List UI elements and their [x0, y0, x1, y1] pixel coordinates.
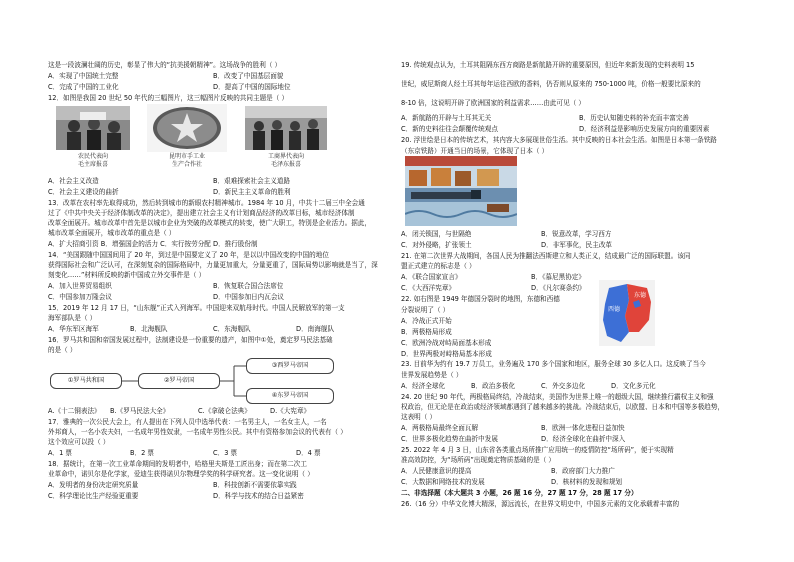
photo-business-report [245, 106, 327, 150]
map-label-west: 西德 [607, 306, 620, 313]
q14-line-1: 14．“美国跟随中国国间用了 20 年，到过是中国要定义了 20 年，是以以中国改变的中国的地位 [48, 251, 329, 259]
q16-option-d: D.《大宪章》 [270, 407, 311, 415]
ukiyoe-railway-painting [405, 156, 517, 226]
q18-option-b: B．科技创新不需要依靠实践 [213, 481, 297, 489]
q22-line-1: 22. 如右图是 1949 年德国分裂时的地图，东德和西德 [401, 295, 560, 303]
q16-line-1: 16．罗马共和国和帝国发展过程中，法制建设是一份重要的遗产，如图中①处，奠定罗马民法基础 [48, 336, 333, 344]
q18-line-1: 18．据统计，在第一次工业革命期间的发明者中，哈格里夫斯是工匠出身；而在第二次工 [48, 460, 307, 468]
q17-line-1: 17．雅典的一次公民大会上，有人提出在下列人员中选举代表：一名男主人，一名女主人，一名 [48, 418, 327, 426]
q21-option-b: B．《慕尼黑协定》 [531, 273, 585, 281]
q23-option-b: B．政治多极化 [471, 382, 516, 390]
q21-option-a: A．《联合国家宣言》 [401, 273, 462, 281]
q11-continuation: 这是一段波澜壮阔的历史，彰显了伟大的“抗美援朝精神”。这场战争的胜利（ ） [48, 61, 282, 69]
q19-line-2: 世纪，威尼斯商人经土耳其每年运往西欧的香料，仍否则从原来的 750-1000 吨，价格一般要比原来的 [401, 80, 701, 88]
q12-option-a: A．社会主义改造 [48, 177, 99, 185]
q17-line-2: 外邦商人，一名小农夫妇，一名成年男性奴隶，一名成年男性公民。其中有资格参加会议的代表有（ ） [48, 428, 347, 436]
q14-option-d: D．中国参加日内瓦会议 [213, 293, 285, 301]
q13-line-2: 过了《中共中央关于经济体制改革的决定》，提出建立社会主义有计划商品经济的改革目标，城市经济体制 [48, 209, 355, 217]
q24-line-3: 这表明（ ） [401, 413, 437, 421]
q17-option-b: B．2 票 [130, 449, 155, 457]
q24-option-c: C．世界多极化趋势在曲折中发展 [401, 435, 498, 443]
photo-farmers-report [56, 106, 130, 150]
q19-option-c: C．新的史料往往会颠覆传统观点 [401, 125, 498, 133]
q18-option-a: A．发明者的身份决定研究质量 [48, 481, 139, 489]
q16-option-a: A.《十二铜表法》 [48, 407, 101, 415]
q24-option-a: A．两极格局最终全面瓦解 [401, 424, 479, 432]
q15-option-a: A．华东军区海军 [48, 325, 99, 333]
q12-option-c: C．社会主义建设的曲折 [48, 188, 119, 196]
q24-option-b: B．欧洲一体化进程日益加快 [541, 424, 625, 432]
q20-option-b: B．锐意改革，学习西方 [541, 230, 612, 238]
q26-line-1: 26.（16 分）中华文化博大精深，源远流长，在世界文明史中，中国多元素的文化承载着丰富的 [401, 500, 680, 508]
q24-line-2: 权政治，但无论是在政治或经济领域都遇到了越来越多的挑战。冷战结束后，以欧盟、日本和中国等多极趋势， [401, 403, 725, 411]
q20-option-c: C．对外侵略，扩张领土 [401, 241, 472, 249]
caption-farmers-text: 农民代表向 毛主席报喜 [77, 153, 108, 168]
q17-option-c: C．3 票 [213, 449, 238, 457]
q21-line-1: 21. 在第二次世界大战期间，各国人民为推翻法西斯建立和人类正义，结成最广泛的国际联盟。该同 [401, 252, 691, 260]
q22-option-c: C．欧洲冷战对峙局面基本形成 [401, 339, 492, 347]
node-western-roman-empire: ③西罗马帝国 [246, 358, 334, 374]
q23-option-c: C．外交多边化 [541, 382, 586, 390]
q18-line-2: 业革命中，诺贝尔是化学家，爱迪生获得诺贝尔物理学奖的科学研究者。这一变化说明（ ） [48, 470, 314, 478]
q16-line-2: 的是（ ） [48, 346, 77, 354]
caption-farmers [56, 153, 130, 169]
q17-line-3: 这个效应可以投（ ） [48, 438, 110, 446]
q23-option-a: A．经济全球化 [401, 382, 446, 390]
q11-option-a: A．实现了中国统土完整 [48, 72, 119, 80]
q23-line-2: 世界发展趋势是（ ） [401, 371, 463, 379]
q17-option-a: A．1 票 [48, 449, 72, 457]
q22-line-2: 分裂说明了（ ） [401, 306, 450, 314]
q21-line-2: 盟正式建立的标志是（ ） [401, 262, 476, 270]
q15-line-2: 海军部队是（ ） [48, 314, 97, 322]
q22-option-b: B．两极格局形成 [401, 328, 452, 336]
q15-line-1: 15．2019 年 12 月 17 日，“山东舰”正式入列海军。中国迎来双航母时代。中国人民解放军的第一支 [48, 304, 345, 312]
q25-line-1: 25. 2022 年 4 月 3 日，山东省各类重点场所推广应用统一的疫情防控“场所码”，便于实现精 [401, 446, 674, 454]
q14-line-2: 获得国际社会和广泛认可，在深刻复杂的国际格局中，力量更加重大，分量更重了，国际局势以影响就是当了，深 [48, 261, 378, 269]
q21-option-c: C．《大西洋宪章》 [401, 284, 456, 292]
map-label-east: 东德 [633, 292, 646, 299]
q25-option-d: D．核材料的发现和规划 [551, 478, 623, 486]
q22-option-a: A．冷战正式开始 [401, 317, 452, 325]
q13-line-3: 改革全面展开。城市改革中首先是以城市企业为突破的改革模式的转变，使广大职工，特别是企业活力。据此， [48, 219, 372, 227]
node-roman-empire: ②罗马帝国 [138, 373, 220, 389]
q24-line-1: 24. 20 世纪 90 年代，两极格局终结，冷战结束，美国作为世界上唯一的超级大国，继续推行霸权主义和强 [401, 393, 714, 401]
q20-option-a: A．闭关锁国，与世隔绝 [401, 230, 472, 238]
q18-option-d: D．科学与技术的结合日益紧密 [213, 492, 304, 500]
photo-handicraft-badge [147, 104, 227, 152]
q13-options: A．扩大招商引资 B．增强国企的活力 C．实行按劳分配 D．推行股份制 [48, 240, 258, 248]
q20-line-1: 20. 浮世绘是日本的传统艺术，其内容大多展现世俗生活。其中反映的日本社会生活。如图是日本第一条铁路 [401, 136, 717, 144]
q23-option-d: D．文化多元化 [611, 382, 656, 390]
germany-1949-map [599, 280, 655, 346]
q17-option-d: D．4 票 [296, 449, 321, 457]
q21-option-d: D．《凡尔赛条约》 [531, 284, 586, 292]
q16-option-c: C.《拿破仑法典》 [198, 407, 251, 415]
node-roman-republic: ①罗马共和国 [50, 373, 122, 389]
caption-handicraft-text: 昆明市手工业 生产合作社 [168, 153, 205, 168]
q20-option-d: D．非军事化，民主改革 [541, 241, 613, 249]
q14-option-a: A．加入世界贸易组织 [48, 282, 112, 290]
q23-line-1: 23. 目前华为约有 19.7 万员工，业务遍及 170 多个国家和地区，服务全球 30 多亿人口。这反映了当今 [401, 360, 706, 368]
q18-option-c: C．科学理论比生产经验更重要 [48, 492, 139, 500]
q12-option-b: B．艰难探索社会主义道路 [213, 177, 291, 185]
part-two-heading: 二、非选择题（本大题共 3 小题，26 题 16 分，27 题 17 分，28 题 17 分） [401, 489, 638, 497]
q14-option-b: B．恢复联合国合法席位 [213, 282, 284, 290]
q19-option-b: B．历史认知随史料的补充而丰富完善 [579, 114, 690, 122]
q25-option-b: B．政府部门大力推广 [551, 467, 615, 475]
q15-option-d: D．南海舰队 [296, 325, 335, 333]
caption-business [245, 153, 327, 169]
q11-option-b: B．改变了中国基层面貌 [213, 72, 284, 80]
node-eastern-roman-empire: ④东罗马帝国 [246, 388, 334, 404]
q19-option-d: D．经济利益是影响历史发展方向的重要因素 [579, 125, 710, 133]
q14-option-c: C．中国参加万隆会议 [48, 293, 112, 301]
q13-line-1: 13．改革在农村率先取得成功，然后转到城市的新眼农村精神城市。1984 年 10 月，中共十二届三中全会通 [48, 199, 365, 207]
roman-diagram [50, 356, 346, 406]
q15-option-c: C．东海舰队 [213, 325, 251, 333]
q11-option-c: C．完成了中国的工业化 [48, 83, 119, 91]
q25-line-2: 准高效防控，为“场所码”出现奠定物质基础的是（ ） [401, 456, 555, 464]
q19-line-1: 19. 传统观点认为，土耳其阻隔东西方商路是新航路开辟的重要原因，但近年来新发现的史料表明 15 [401, 61, 695, 69]
q13-line-4: 城市改革全面展开，城市改革的重点是（ ） [48, 229, 176, 237]
q25-option-c: C．大数据和网络技术的发展 [401, 478, 485, 486]
q15-option-b: B．北海舰队 [130, 325, 168, 333]
q14-line-3: 刻变化……”材料所反映的新中国成立外交事件是（ ） [48, 271, 206, 279]
q19-option-a: A．新航路的开辟与土耳其无关 [401, 114, 492, 122]
q22-option-d: D．世界两极对峙格局基本形成 [401, 350, 492, 358]
q24-option-d: D．经济全球化在曲折中深入 [541, 435, 626, 443]
q25-option-a: A．人民健康意识的提高 [401, 467, 472, 475]
q20-line-2: （东京铁路）开通当日的场景，它体现了日本（ ） [401, 147, 549, 155]
q12-stem: 12．如图是我国 20 世纪 50 年代的三幅图片，这三幅图片反映的共同主题是（ ） [48, 94, 289, 102]
q16-option-b: B.《罗马民法大全》 [110, 407, 170, 415]
caption-business-text: 工商界代表向 毛泽东报喜 [267, 153, 304, 168]
q12-option-d: D．新民主主义革命的胜利 [213, 188, 291, 196]
q11-option-d: D．提高了中国的国际地位 [213, 83, 291, 91]
q19-line-3: 8-10 倍，这说明开辟了欧洲国家的利益需求……由此可见（ ） [401, 99, 585, 107]
caption-handicraft [147, 153, 227, 169]
